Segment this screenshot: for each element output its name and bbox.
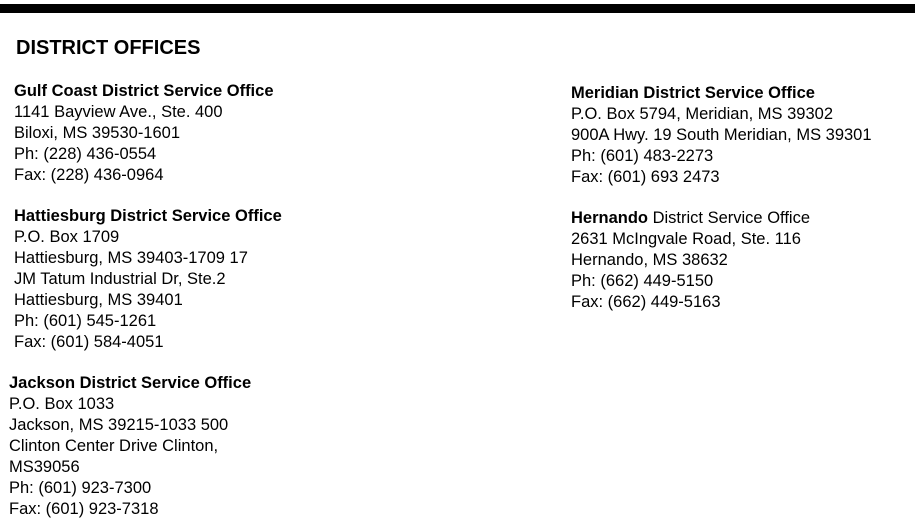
office-address-line: P.O. Box 1033 <box>9 395 115 413</box>
office-phone: Ph: (601) 923-7300 <box>9 479 152 497</box>
office-address-line: Clinton Center Drive Clinton, <box>9 437 219 455</box>
office-address-line: P.O. Box 5794, Meridian, MS 39302 <box>571 105 834 123</box>
office-address-line: JM Tatum Industrial Dr, Ste.2 <box>14 270 226 288</box>
office-name: Meridian District Service Office <box>571 84 815 102</box>
office-address-line: 900A Hwy. 19 South Meridian, MS 39301 <box>571 126 872 144</box>
office-name-rest: District Service Office <box>648 209 810 227</box>
office-hernando <box>571 208 810 313</box>
office-fax: Fax: (601) 923-7318 <box>9 500 159 518</box>
office-gulf-coast <box>14 81 274 186</box>
office-name: Jackson District Service Office <box>9 374 252 392</box>
office-fax: Fax: (662) 449-5163 <box>571 293 721 311</box>
office-fax: Fax: (228) 436-0964 <box>14 166 164 184</box>
office-address-line: Hernando, MS 38632 <box>571 251 728 269</box>
office-address-line: Hattiesburg, MS 39403-1709 17 <box>14 249 248 267</box>
office-phone: Ph: (601) 483-2273 <box>571 147 714 165</box>
office-phone: Ph: (228) 436-0554 <box>14 145 157 163</box>
office-address-line: 1141 Bayview Ave., Ste. 400 <box>14 103 223 121</box>
office-address-line: Hattiesburg, MS 39401 <box>14 291 183 309</box>
office-address-line: Biloxi, MS 39530-1601 <box>14 124 181 142</box>
page-title: DISTRICT OFFICES <box>16 37 201 59</box>
office-name <box>571 208 810 229</box>
office-hattiesburg <box>14 206 282 353</box>
office-fax: Fax: (601) 584-4051 <box>14 333 164 351</box>
office-address-line: MS39056 <box>9 458 80 476</box>
office-meridian <box>571 83 872 188</box>
office-phone: Ph: (601) 545-1261 <box>14 312 157 330</box>
office-name: Hattiesburg District Service Office <box>14 207 282 225</box>
office-address-line: P.O. Box 1709 <box>14 228 120 246</box>
office-address-line: Jackson, MS 39215-1033 500 <box>9 416 229 434</box>
top-rule <box>0 4 915 13</box>
office-name-bold: Hernando <box>571 209 649 227</box>
office-jackson <box>9 373 251 520</box>
office-name: Gulf Coast District Service Office <box>14 82 274 100</box>
office-fax: Fax: (601) 693 2473 <box>571 168 720 186</box>
office-phone: Ph: (662) 449-5150 <box>571 272 714 290</box>
office-address-line: 2631 McIngvale Road, Ste. 116 <box>571 230 801 248</box>
